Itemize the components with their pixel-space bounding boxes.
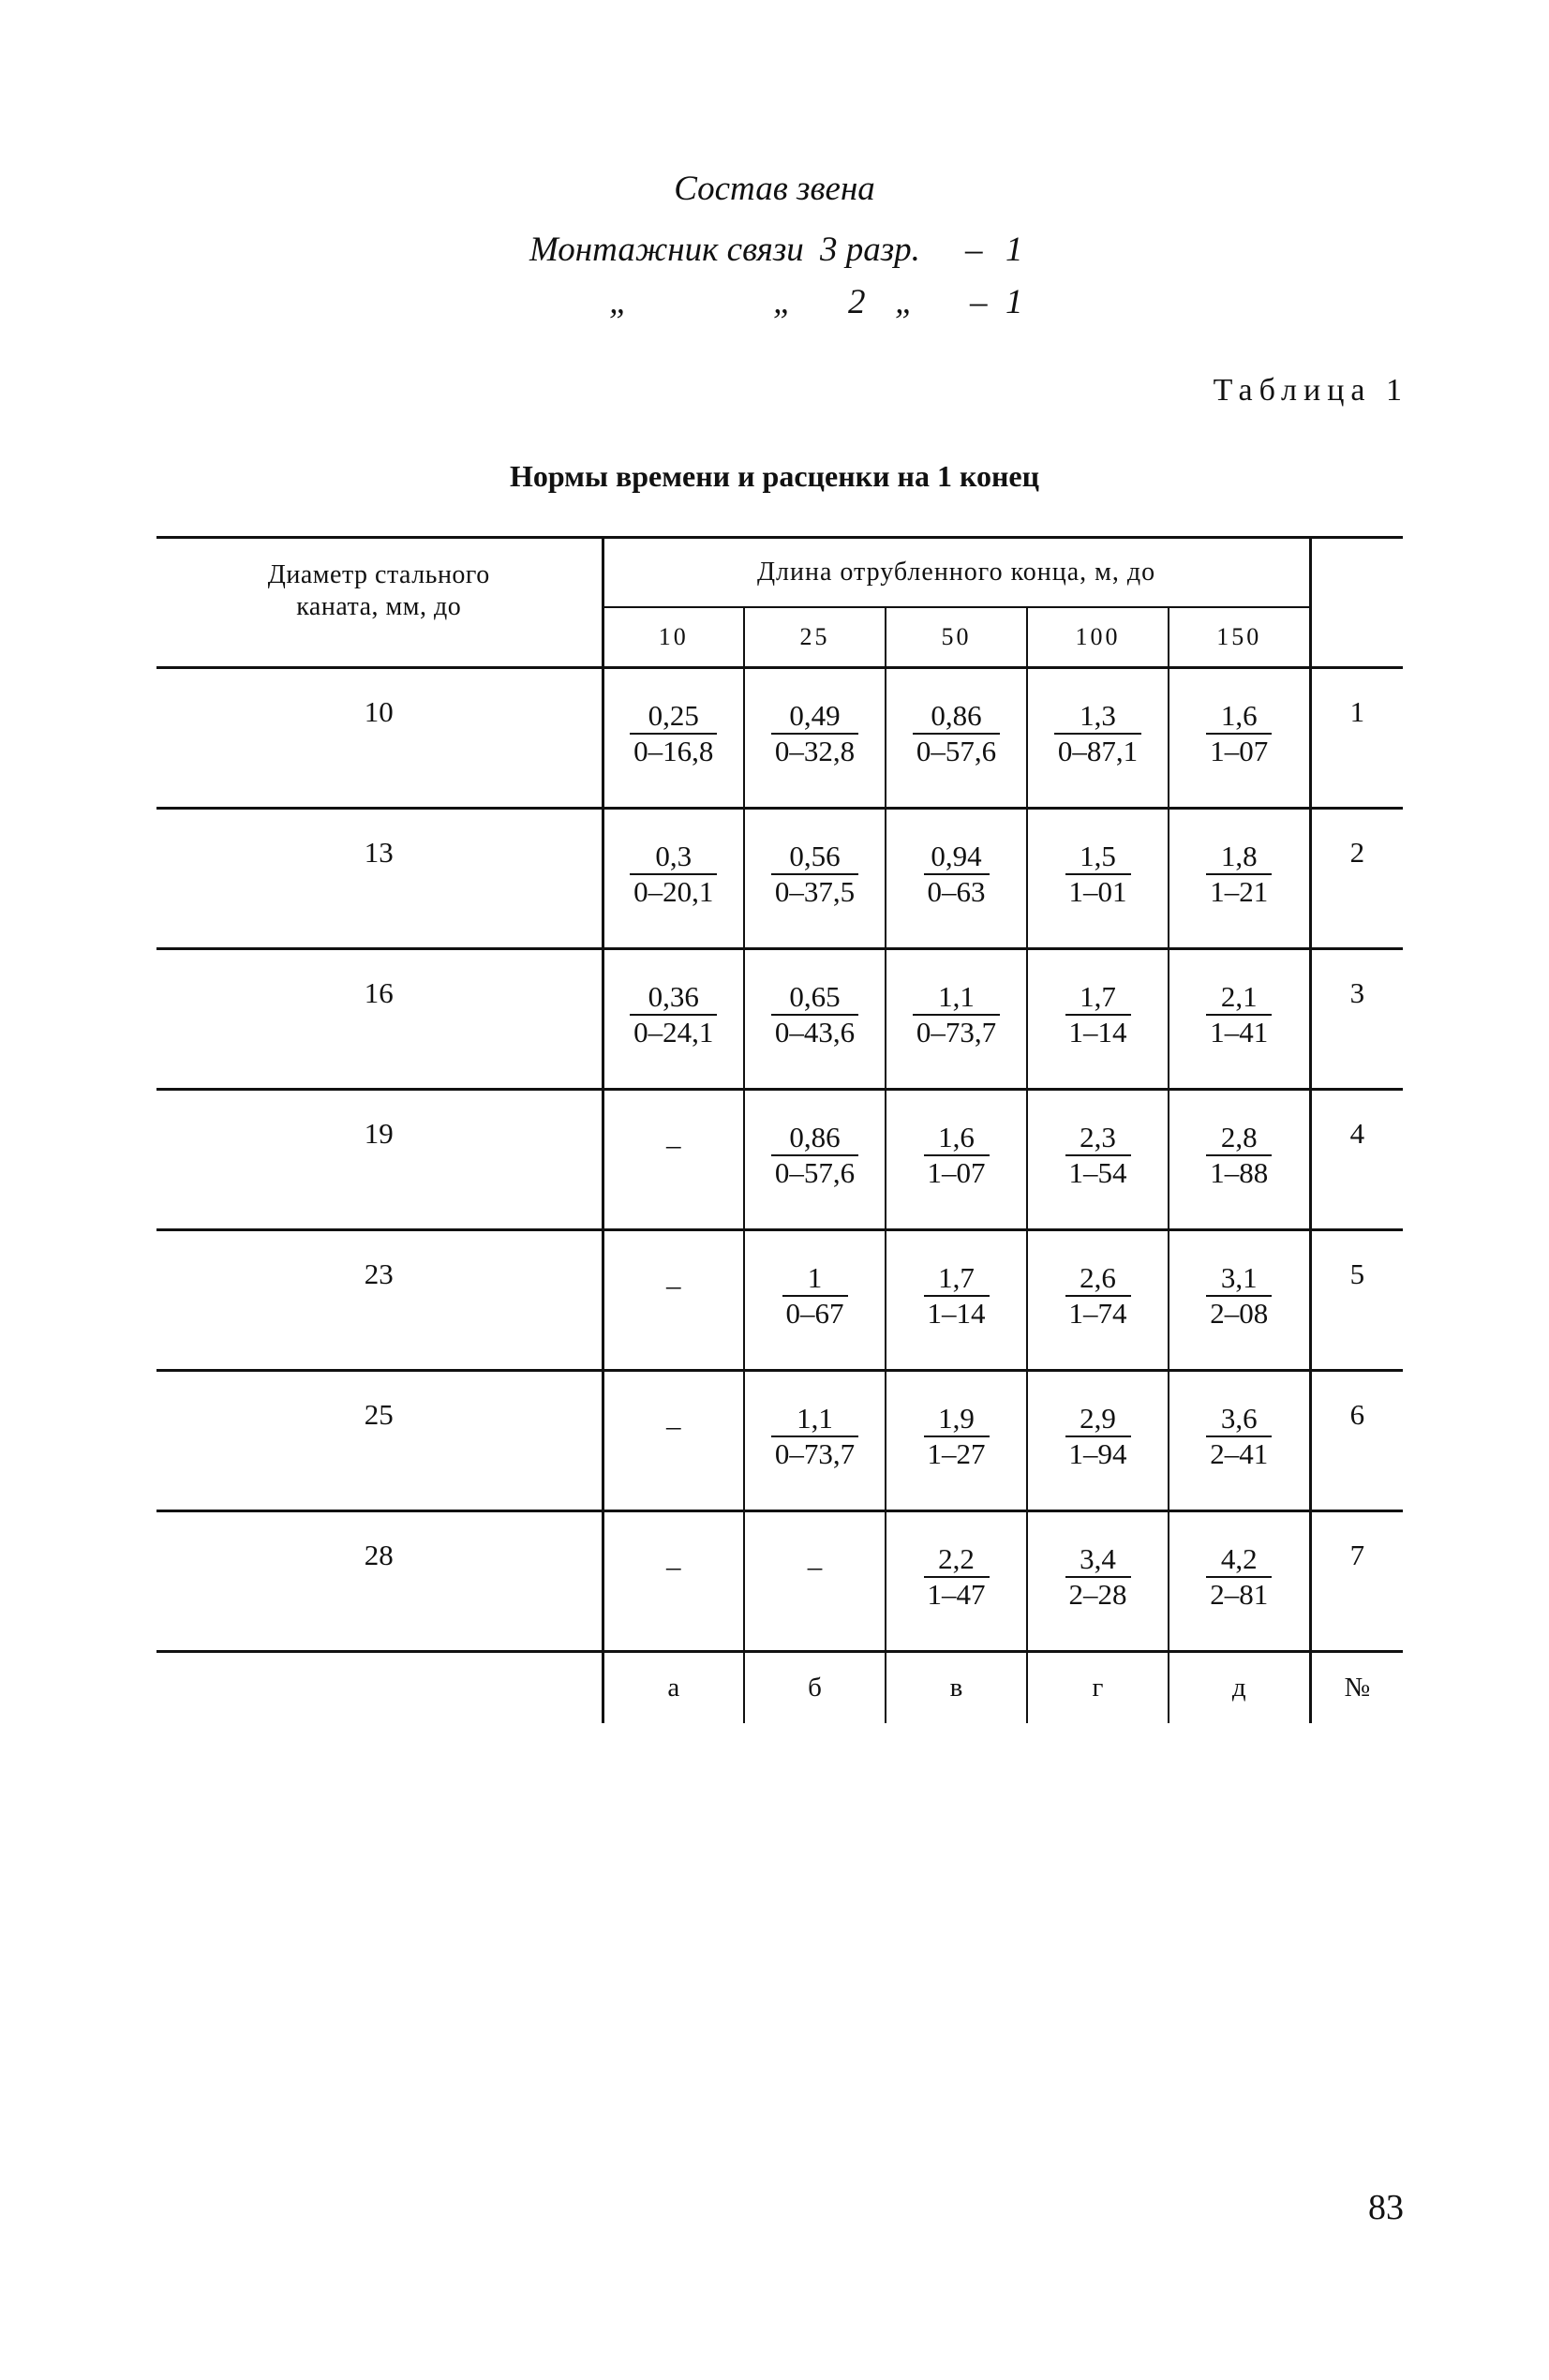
row-number: 7 — [1310, 1511, 1403, 1652]
empty-dash: – — [666, 1269, 681, 1302]
norm-cell — [744, 1371, 886, 1511]
empty-dash: – — [666, 1550, 681, 1583]
time-norm: 1,6 — [1220, 699, 1258, 732]
table-row — [156, 668, 1403, 809]
length-column-150: 150 — [1169, 607, 1310, 668]
time-norm: 2,9 — [1080, 1402, 1116, 1435]
length-column-25: 25 — [744, 607, 886, 668]
crew-line-2 — [0, 282, 1549, 335]
time-price-fraction — [913, 980, 1000, 1049]
norm-cell — [886, 809, 1027, 949]
norms-table-body — [156, 668, 1403, 1652]
price-rate: 1–27 — [924, 1435, 990, 1471]
time-price-fraction — [1206, 1542, 1272, 1612]
norm-cell — [1169, 1371, 1310, 1511]
norm-cell — [744, 809, 886, 949]
norm-cell — [744, 949, 886, 1090]
norm-cell — [1169, 1511, 1310, 1652]
time-norm: 3,6 — [1220, 1402, 1258, 1435]
time-norm: 0,3 — [655, 840, 693, 872]
time-price-fraction — [1065, 980, 1131, 1049]
time-norm: 0,86 — [789, 1121, 841, 1153]
time-norm: 1,5 — [1080, 840, 1116, 872]
column-letter-b: б — [744, 1652, 886, 1724]
norm-cell — [1169, 809, 1310, 949]
price-rate: 1–54 — [1065, 1154, 1131, 1190]
time-price-fraction — [913, 699, 1000, 768]
price-rate: 2–81 — [1206, 1576, 1272, 1612]
diameter-cell: 19 — [156, 1090, 603, 1230]
price-rate: 1–07 — [924, 1154, 990, 1190]
table-row — [156, 949, 1403, 1090]
table-row — [156, 1230, 1403, 1371]
time-norm: 0,65 — [789, 980, 841, 1013]
norm-cell — [886, 1511, 1027, 1652]
empty-dash: – — [666, 1409, 681, 1442]
norm-cell — [1027, 1511, 1169, 1652]
time-price-fraction — [1206, 840, 1272, 909]
price-rate: 0–16,8 — [630, 733, 717, 768]
time-norm: 0,56 — [789, 840, 841, 872]
length-column-100: 100 — [1027, 607, 1169, 668]
norm-cell — [744, 1511, 886, 1652]
norm-cell — [744, 1230, 886, 1371]
diameter-cell: 25 — [156, 1371, 603, 1511]
price-rate: 0–67 — [782, 1295, 848, 1331]
price-rate: 2–28 — [1065, 1576, 1131, 1612]
norm-cell — [744, 1090, 886, 1230]
time-norm: 0,36 — [648, 980, 699, 1013]
price-rate: 0–57,6 — [913, 733, 1000, 768]
length-column-50: 50 — [886, 607, 1027, 668]
time-price-fraction — [771, 1121, 858, 1190]
time-price-fraction — [1065, 840, 1131, 909]
crew-ditto-1: „ — [609, 283, 629, 321]
diameter-header-line-1: Диаметр стального — [267, 560, 490, 589]
time-norm: 2,8 — [1220, 1121, 1258, 1153]
crew-dash-1: – — [965, 231, 983, 269]
norm-cell — [1027, 949, 1169, 1090]
time-norm: 0,25 — [648, 699, 699, 732]
time-norm: 1,7 — [1080, 980, 1116, 1013]
crew-grade-2: 2 — [848, 283, 866, 321]
time-norm: 0,49 — [789, 699, 841, 732]
price-rate: 0–32,8 — [771, 733, 858, 768]
time-price-fraction — [1206, 699, 1272, 768]
price-rate: 0–43,6 — [771, 1014, 858, 1049]
time-price-fraction — [924, 1121, 990, 1190]
page-number: 83 — [1368, 2188, 1404, 2227]
diameter-cell: 16 — [156, 949, 603, 1090]
row-number: 1 — [1310, 668, 1403, 809]
price-rate: 0–87,1 — [1054, 733, 1141, 768]
norm-cell — [603, 1090, 744, 1230]
length-column-10: 10 — [603, 607, 744, 668]
price-rate: 1–14 — [924, 1295, 990, 1331]
column-letter-g: г — [1027, 1652, 1169, 1724]
crew-count-1: 1 — [1005, 231, 1023, 269]
time-price-fraction — [1065, 1121, 1131, 1190]
crew-title: Состав звена — [674, 170, 875, 208]
time-price-fraction — [924, 840, 990, 909]
time-norm: 1,6 — [938, 1121, 975, 1153]
price-rate: 0–24,1 — [630, 1014, 717, 1049]
time-price-fraction — [1054, 699, 1141, 768]
time-norm: 0,86 — [931, 699, 982, 732]
letters-spacer — [156, 1652, 603, 1724]
time-price-fraction — [630, 699, 717, 768]
crew-profession: Монтажник связи — [529, 231, 804, 269]
diameter-cell: 28 — [156, 1511, 603, 1652]
time-price-fraction — [1206, 1121, 1272, 1190]
row-number-header — [1310, 538, 1403, 668]
time-price-fraction — [1206, 980, 1272, 1049]
diameter-cell: 23 — [156, 1230, 603, 1371]
norm-cell — [1169, 668, 1310, 809]
time-price-fraction — [1206, 1261, 1272, 1331]
price-rate: 2–41 — [1206, 1435, 1272, 1471]
diameter-header-line-2: каната, мм, до — [296, 592, 462, 621]
price-rate: 1–74 — [1065, 1295, 1131, 1331]
norm-cell — [603, 809, 744, 949]
time-norm: 1,1 — [938, 980, 975, 1013]
norm-cell — [1169, 1230, 1310, 1371]
time-price-fraction — [771, 1402, 858, 1471]
crew-composition — [0, 169, 1549, 335]
time-norm: 1,3 — [1080, 699, 1116, 732]
norm-cell — [603, 1371, 744, 1511]
norm-cell — [1027, 1371, 1169, 1511]
time-norm: 1,1 — [797, 1402, 833, 1435]
diameter-cell: 10 — [156, 668, 603, 809]
table-row — [156, 1511, 1403, 1652]
norm-cell — [886, 1371, 1027, 1511]
norm-cell — [886, 1230, 1027, 1371]
norm-cell — [886, 1090, 1027, 1230]
length-group-header: Длина отрубленного конца, м, до — [603, 538, 1310, 608]
time-price-fraction — [771, 980, 858, 1049]
time-price-fraction — [771, 840, 858, 909]
column-letters-row — [156, 1652, 1403, 1724]
time-norm: 2,1 — [1220, 980, 1258, 1013]
time-price-fraction — [1065, 1261, 1131, 1331]
price-rate: 1–21 — [1206, 873, 1272, 909]
norm-cell — [603, 949, 744, 1090]
norm-cell — [603, 1511, 744, 1652]
norm-cell — [1027, 809, 1169, 949]
crew-line-1 — [0, 230, 1549, 282]
norm-cell — [1169, 949, 1310, 1090]
price-rate: 1–47 — [924, 1576, 990, 1612]
crew-dash-2: – — [970, 283, 988, 321]
time-norm: 3,1 — [1220, 1261, 1258, 1294]
row-number: 5 — [1310, 1230, 1403, 1371]
empty-dash: – — [666, 1128, 681, 1161]
column-letter-d: д — [1169, 1652, 1310, 1724]
table-row — [156, 1090, 1403, 1230]
time-price-fraction — [630, 980, 717, 1049]
row-number: 4 — [1310, 1090, 1403, 1230]
time-norm: 2,3 — [1080, 1121, 1116, 1153]
table-row — [156, 809, 1403, 949]
row-number: 3 — [1310, 949, 1403, 1090]
norm-cell — [1027, 668, 1169, 809]
time-price-fraction — [1065, 1542, 1131, 1612]
price-rate: 0–37,5 — [771, 873, 858, 909]
table-caption: Нормы времени и расценки на 1 конец — [509, 459, 1040, 493]
row-number: 6 — [1310, 1371, 1403, 1511]
time-price-fraction — [924, 1542, 990, 1612]
empty-dash: – — [807, 1550, 823, 1583]
norm-cell — [603, 1230, 744, 1371]
price-rate: 1–88 — [1206, 1154, 1272, 1190]
row-number: 2 — [1310, 809, 1403, 949]
time-norm: 2,6 — [1080, 1261, 1116, 1294]
time-price-fraction — [630, 840, 717, 909]
crew-count-2: 1 — [1005, 283, 1023, 321]
price-rate: 2–08 — [1206, 1295, 1272, 1331]
price-rate: 0–57,6 — [771, 1154, 858, 1190]
norm-cell — [886, 949, 1027, 1090]
time-price-fraction — [1065, 1402, 1131, 1471]
price-rate: 1–01 — [1065, 873, 1131, 909]
crew-ditto-3: „ — [895, 283, 915, 321]
price-rate: 1–14 — [1065, 1014, 1131, 1049]
time-norm: 1,7 — [938, 1261, 975, 1294]
norm-cell — [1027, 1090, 1169, 1230]
time-norm: 3,4 — [1080, 1542, 1116, 1575]
time-norm: 1 — [807, 1261, 823, 1294]
table-label: Таблица 1 — [1213, 373, 1408, 408]
crew-ditto-2: „ — [773, 283, 793, 321]
time-norm: 1,8 — [1220, 840, 1258, 872]
crew-grade-1: 3 разр. — [820, 231, 920, 269]
price-rate: 0–73,7 — [913, 1014, 1000, 1049]
price-rate: 0–63 — [924, 873, 990, 909]
time-price-fraction — [782, 1261, 848, 1331]
time-price-fraction — [924, 1261, 990, 1331]
norms-table — [156, 536, 1403, 1723]
time-norm: 2,2 — [938, 1542, 975, 1575]
norm-cell — [886, 668, 1027, 809]
price-rate: 0–73,7 — [771, 1435, 858, 1471]
time-norm: 4,2 — [1220, 1542, 1258, 1575]
price-rate: 1–07 — [1206, 733, 1272, 768]
diameter-header — [156, 538, 603, 668]
norm-cell — [1027, 1230, 1169, 1371]
diameter-cell: 13 — [156, 809, 603, 949]
time-norm: 0,94 — [931, 840, 982, 872]
number-sign: № — [1344, 1673, 1371, 1703]
price-rate: 1–41 — [1206, 1014, 1272, 1049]
time-price-fraction — [924, 1402, 990, 1471]
time-price-fraction — [771, 699, 858, 768]
column-letter-a: а — [603, 1652, 744, 1724]
table-row — [156, 1371, 1403, 1511]
time-norm: 1,9 — [938, 1402, 975, 1435]
column-letter-v: в — [886, 1652, 1027, 1724]
norm-cell — [744, 668, 886, 809]
norm-cell — [1169, 1090, 1310, 1230]
time-price-fraction — [1206, 1402, 1272, 1471]
price-rate: 1–94 — [1065, 1435, 1131, 1471]
norm-cell — [603, 668, 744, 809]
price-rate: 0–20,1 — [630, 873, 717, 909]
